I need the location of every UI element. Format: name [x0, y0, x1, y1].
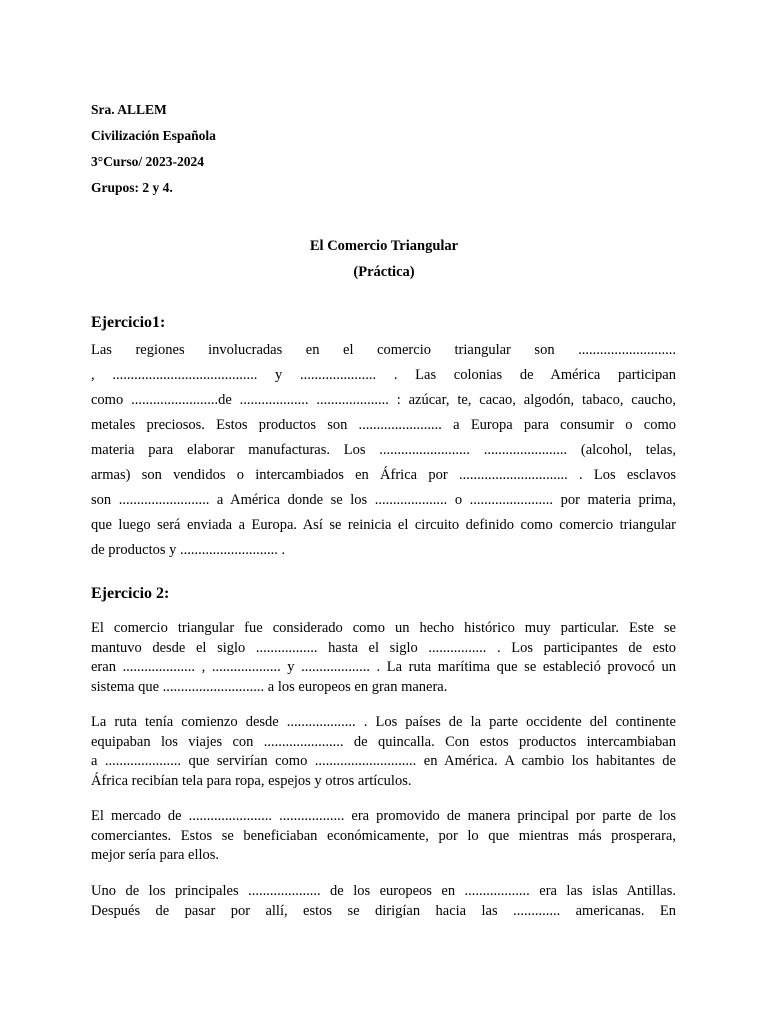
text-line: , ........................................ y ..................... . Las colonias de América participan: [91, 367, 676, 383]
groups: Grupos: 2 y 4.: [91, 180, 173, 195]
text-line: sistema que ............................ a los europeos en gran manera.: [91, 678, 448, 695]
course-year: 3°Curso/ 2023-2024: [91, 154, 205, 169]
text-line: mantuvo desde el siglo ................. hasta el siglo ................ . Los participantes de esto: [91, 639, 676, 656]
text-line: El mercado de ....................... .................. era promovido de manera principal por parte de los: [91, 808, 676, 824]
text-line: a ..................... que servirían como ............................ en América. A cambio los habitantes de: [91, 753, 676, 769]
exercise-2-paragraph-4: [91, 882, 676, 921]
exercise-2-paragraph-2: [91, 713, 676, 791]
text-line: armas) son vendidos o intercambiados en África por .............................. . Los esclavos: [91, 467, 676, 483]
exercise-2-paragraph-1: [91, 619, 676, 697]
exercise-2-paragraph-3: [91, 807, 676, 866]
text-line: metales preciosos. Estos productos son ....................... a Europa para consumir o como: [91, 417, 676, 433]
text-line: son ......................... a América donde se los .................... o ....................... por materia prima,: [91, 492, 676, 508]
document-title: El Comercio Triangular: [309, 238, 459, 254]
text-line: que luego será enviada a Europa. Así se reinicia el circuito definido como comercio triangular: [91, 517, 676, 533]
text-line: El comercio triangular fue considerado como un hecho histórico muy particular. Este se: [91, 620, 676, 636]
text-line: de productos y ........................... .: [91, 542, 286, 558]
text-line: materia para elaborar manufacturas. Los ......................... ....................... (alcohol, telas,: [91, 442, 676, 458]
document-header: [91, 101, 216, 205]
exercise-2-heading: Ejercicio 2:: [91, 585, 170, 602]
text-line: comerciantes. Estos se beneficiaban económicamente, por lo que mientras más prosperara,: [91, 827, 676, 844]
text-line: Uno de los principales .................... de los europeos en .................. era las islas Antillas.: [91, 883, 676, 899]
text-line: Después de pasar por allí, estos se dirigían hacia las ............. americanas. En: [91, 902, 676, 919]
text-line: África recibían tela para ropa, espejos y otros artículos.: [91, 772, 412, 789]
document-subtitle: (Práctica): [353, 264, 415, 280]
text-line: como ........................de ................... .................... : azúcar, te, cacao, algodón, tabaco, caucho,: [91, 392, 676, 408]
text-line: equipaban los viajes con ...................... de quincalla. Con estos productos intercambiaban: [91, 733, 676, 750]
exercise-1-paragraph: [91, 341, 676, 566]
text-line: Las regiones involucradas en el comercio triangular son ...........................: [91, 342, 676, 358]
subject-name: Civilización Española: [91, 128, 216, 143]
text-line: La ruta tenía comienzo desde ................... . Los países de la parte occidente del continente: [91, 714, 676, 730]
text-line: eran .................... , ................... y ................... . La ruta marítima que se estableció provocó un: [91, 659, 676, 675]
text-line: mejor sería para ellos.: [91, 847, 220, 863]
teacher-name: Sra. ALLEM: [91, 102, 167, 117]
exercise-1-heading: Ejercicio1:: [91, 314, 166, 331]
